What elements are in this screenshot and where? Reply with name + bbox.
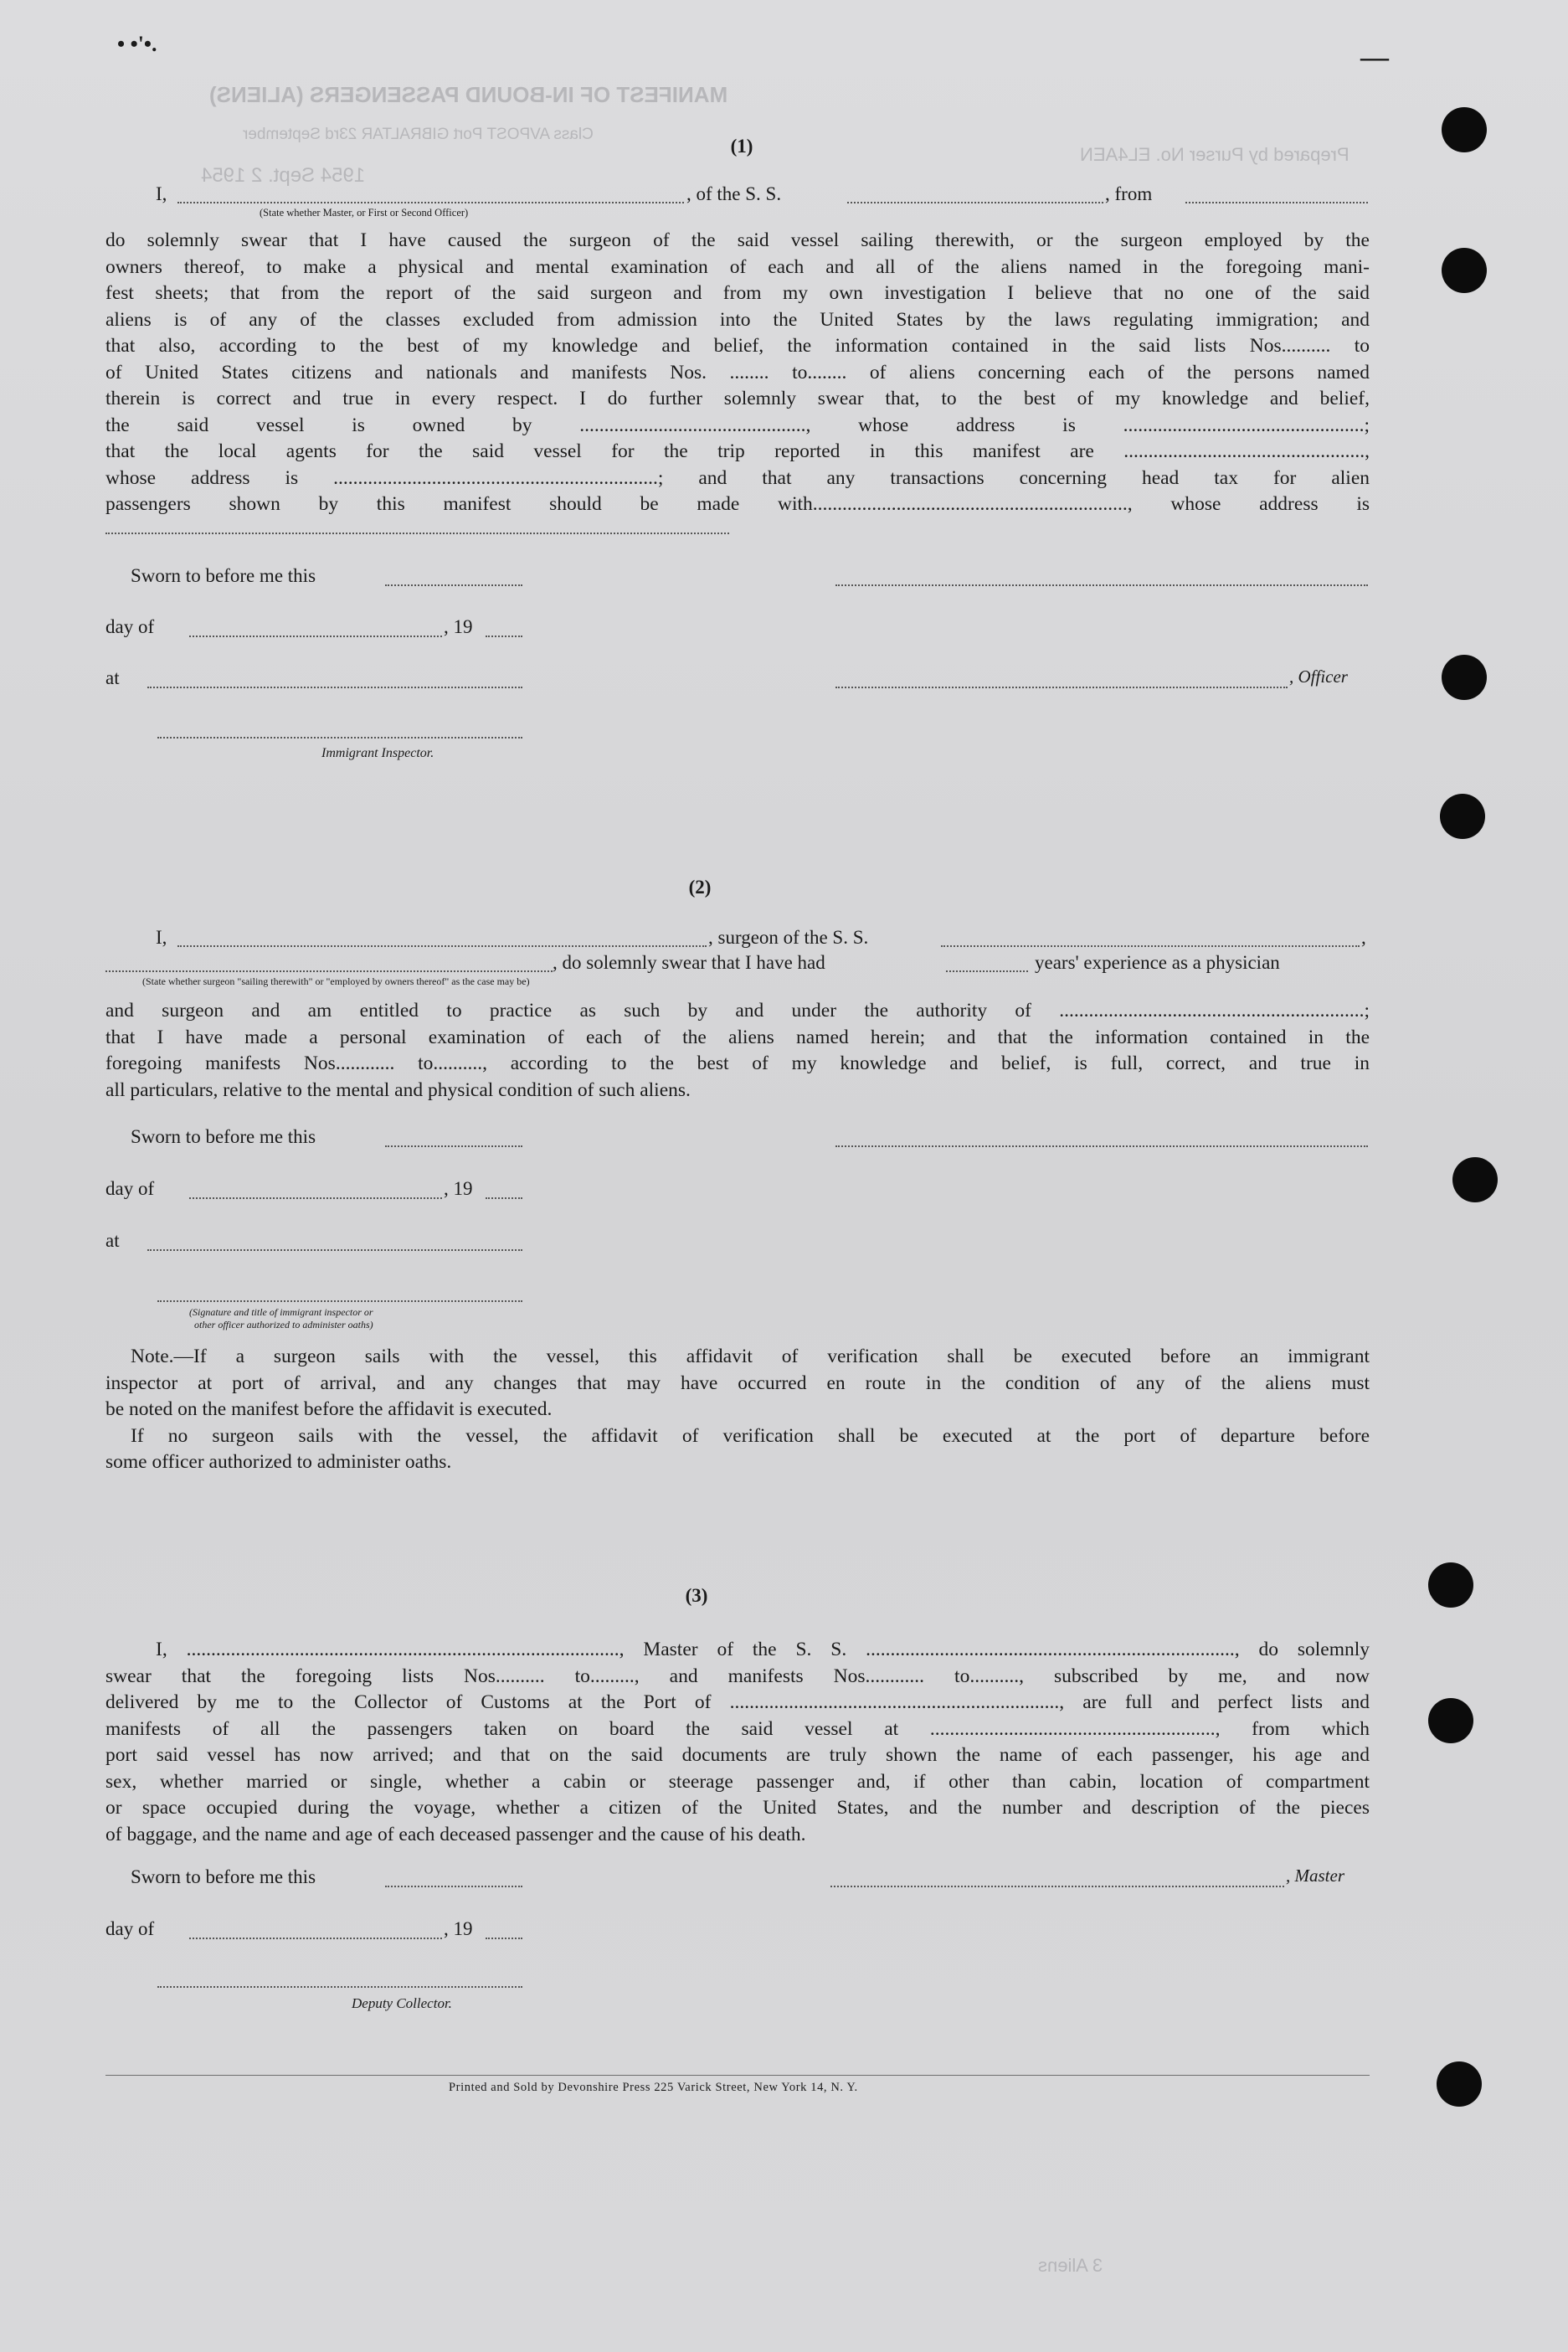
section-3-sworn-date-field[interactable]	[385, 1886, 522, 1887]
section-3-paragraph-line: of baggage, and the name and age of each deceased passenger and the cause of his death.	[105, 1823, 806, 1845]
section-2-paragraph-line: and surgeon and am entitled to practice as such by and under the authority of ..............................................................;	[105, 1000, 1370, 1022]
section-1-signature-field[interactable]	[835, 584, 1368, 586]
section-1-day-field[interactable]	[189, 636, 442, 637]
section-2-note-line: If no surgeon sails with the vessel, the affidavit of verification shall be executed at the port of departure before	[131, 1424, 1370, 1447]
section-2-ship-field[interactable]	[941, 945, 1360, 947]
section-1-at-label: at	[105, 667, 120, 688]
section-1-paragraph-line: aliens is of any of the classes excluded from admission into the United States by the laws regulating immigration; and	[105, 308, 1370, 331]
section-1-from-field[interactable]	[1185, 202, 1368, 203]
section-2-note-line: inspector at port of arrival, and any changes that may have occurred en route in the condition of any of the aliens must	[105, 1372, 1370, 1394]
section-3-paragraph-line: sex, whether married or single, whether a cabin or steerage passenger and, if other than cabin, location of compartment	[105, 1770, 1370, 1793]
section-1-officer-field[interactable]	[177, 202, 684, 203]
section-1-paragraph-line: owners thereof, to make a physical and mental examination of each and all of the aliens named in the foregoing mani-	[105, 255, 1370, 278]
section-1-paragraph-line: whose address is ..................................................................; and that any transactions concerning head tax for alien	[105, 466, 1370, 489]
section-2-number: (2)	[688, 877, 712, 898]
section-2-inspector-signature-field[interactable]	[157, 1300, 522, 1302]
section-3-paragraph-line: I, ........................................................................................, Master of the S. S. ..........................................................................., do solemnly	[156, 1639, 1370, 1660]
section-3-sworn-label: Sworn to before me this	[131, 1866, 316, 1887]
section-3-paragraph-line: port said vessel has now arrived; and that on the said documents are truly shown the name of each passenger, his age and	[105, 1744, 1370, 1766]
bleed-through-line-1: MANIFEST OF IN-BOUND PASSENGERS (ALIENS)	[209, 82, 728, 107]
section-3-paragraph-line: or space occupied during the voyage, whether a citizen of the United States, and the number and description of the pieces	[105, 1797, 1370, 1819]
section-1-paragraph-line: that the local agents for the said vessel for the trip reported in this manifest are .................................................,	[105, 440, 1370, 462]
section-2-paragraph-line: foregoing manifests Nos............ to.........., according to the best of my knowledge and belief, is full, correct, and true in	[105, 1052, 1370, 1074]
section-2-at-label: at	[105, 1230, 120, 1251]
section-2-note-line: Note.—If a surgeon sails with the vessel, this affidavit of verification shall be executed before an immigrant	[131, 1346, 1370, 1367]
section-2-swear-label: , do solemnly swear that I have had	[553, 952, 825, 973]
section-1-sworn-label: Sworn to before me this	[131, 565, 316, 586]
section-3-paragraph-line: swear that the foregoing lists Nos.......... to........., and manifests Nos............ to.........., subscribed by me, and now	[105, 1665, 1370, 1687]
section-1-paragraph-line: of United States citizens and nationals and manifests Nos. ........ to........ of aliens concerning each of the persons named	[105, 361, 1370, 383]
section-1-paragraph-line: passengers shown by this manifest should be made with................................................................, whose address is	[105, 493, 1370, 515]
section-1-address-continuation-field[interactable]	[105, 533, 729, 534]
bleed-through-line-3: Prepared by Purser No. EL4AEN	[1080, 144, 1350, 165]
section-1-officer-caption: (State whether Master, or First or Second Officer)	[260, 207, 469, 219]
section-2-paragraph-line: that I have made a personal examination of each of the aliens named herein; and that the information contained in the	[105, 1026, 1370, 1048]
corner-mark-top-left: • •'•.	[117, 32, 157, 56]
section-2-note-line: some officer authorized to administer oaths.	[105, 1451, 452, 1473]
punch-hole-4	[1440, 794, 1485, 839]
section-3-year-label: , 19	[444, 1918, 473, 1939]
bleed-through-line-2: Class AVPOST Port GIBRALTAR 23rd September	[243, 126, 594, 143]
printer-imprint: Printed and Sold by Devonshire Press 225 Varick Street, New York 14, N. Y.	[449, 2081, 858, 2094]
section-3-paragraph-line: manifests of all the passengers taken on board the said vessel at .........................................................., from which	[105, 1717, 1370, 1740]
section-2-signature-caption-1: (Signature and title of immigrant inspector or	[189, 1306, 373, 1318]
bleed-through-bottom: 3 Aliens	[1038, 2255, 1103, 2276]
footer-rule	[105, 2075, 1370, 2076]
section-1-paragraph-line: that also, according to the best of my knowledge and belief, the information contained in the said lists Nos.......... to	[105, 335, 1370, 357]
section-3-year-field[interactable]	[486, 1938, 522, 1939]
section-1-number: (1)	[730, 136, 753, 157]
section-2-sworn-date-field[interactable]	[385, 1145, 522, 1147]
section-1-i: I,	[156, 183, 167, 204]
punch-hole-7	[1428, 1698, 1473, 1743]
section-2-place-field[interactable]	[147, 1249, 522, 1251]
section-2-year-label: , 19	[444, 1178, 473, 1199]
section-3-number: (3)	[685, 1585, 708, 1606]
section-3-master-label: , Master	[1286, 1866, 1344, 1886]
punch-hole-8	[1437, 2061, 1482, 2107]
section-1-inspector-label: Immigrant Inspector.	[321, 746, 434, 760]
punch-hole-1	[1442, 107, 1487, 152]
section-3-deputy-signature-field[interactable]	[157, 1986, 522, 1988]
bleed-through-line-4: 1954 Sept. 2 1954	[201, 164, 366, 187]
section-1-year-label: , 19	[444, 616, 473, 637]
section-1-place-field[interactable]	[147, 687, 522, 688]
section-1-inspector-field[interactable]	[157, 737, 522, 739]
section-1-officer-label: , Officer	[1289, 666, 1348, 687]
section-3-master-signature-field[interactable]	[830, 1886, 1284, 1887]
punch-hole-5	[1452, 1157, 1498, 1202]
section-3-day-of-label: day of	[105, 1918, 155, 1939]
section-2-capacity-caption: (State whether surgeon "sailing therewith" or "employed by owners thereof" as the case may be)	[142, 975, 530, 987]
section-1-officer-signature-field[interactable]	[835, 687, 1288, 688]
section-1-paragraph-line: the said vessel is owned by .............................................., whose address is .................................................;	[105, 414, 1370, 436]
section-2-signature-caption-2: other officer authorized to administer oaths)	[194, 1319, 373, 1330]
section-1-paragraph-line: therein is correct and true in every respect. I do further solemnly swear that, to the best of my knowledge and belief,	[105, 388, 1370, 409]
section-2-signature-field[interactable]	[835, 1145, 1368, 1147]
section-2-day-of-label: day of	[105, 1178, 155, 1199]
section-1-ship-field[interactable]	[847, 202, 1103, 203]
section-2-comma: ,	[1361, 927, 1366, 948]
section-2-surgeon-name-field[interactable]	[177, 945, 707, 947]
section-2-years-label: years' experience as a physician	[1035, 952, 1280, 973]
section-1-ss-label: , of the S. S.	[686, 183, 782, 204]
section-3-deputy-label: Deputy Collector.	[352, 1995, 452, 2011]
punch-hole-3	[1442, 655, 1487, 700]
section-3-paragraph-line: delivered by me to the Collector of Customs at the Port of ..................................................................., are full and perfect lists and	[105, 1691, 1370, 1713]
punch-hole-2	[1442, 248, 1487, 293]
punch-hole-6	[1428, 1562, 1473, 1608]
section-1-year-field[interactable]	[486, 636, 522, 637]
section-2-day-field[interactable]	[189, 1197, 442, 1199]
section-2-year-field[interactable]	[486, 1197, 522, 1199]
section-1-paragraph-line: do solemnly swear that I have caused the surgeon of the said vessel sailing therewith, or the surgeon employed by the	[105, 229, 1370, 251]
section-2-i: I,	[156, 927, 167, 948]
section-1-paragraph-line: fest sheets; that from the report of the said surgeon and from my own investigation I believe that no one of the said	[105, 282, 1370, 304]
section-3-day-field[interactable]	[189, 1938, 442, 1939]
section-2-sworn-label: Sworn to before me this	[131, 1126, 316, 1147]
section-2-note-line: be noted on the manifest before the affidavit is executed.	[105, 1398, 553, 1420]
section-2-paragraph-line: all particulars, relative to the mental and physical condition of such aliens.	[105, 1078, 691, 1101]
section-2-capacity-field[interactable]	[105, 970, 553, 972]
section-1-day-of-label: day of	[105, 616, 155, 637]
section-2-years-field[interactable]	[946, 970, 1028, 972]
section-1-sworn-date-field[interactable]	[385, 584, 522, 586]
section-1-from-label: , from	[1105, 183, 1153, 204]
corner-mark-top-right: —	[1360, 42, 1389, 73]
section-2-surgeon-label: , surgeon of the S. S.	[708, 927, 869, 948]
